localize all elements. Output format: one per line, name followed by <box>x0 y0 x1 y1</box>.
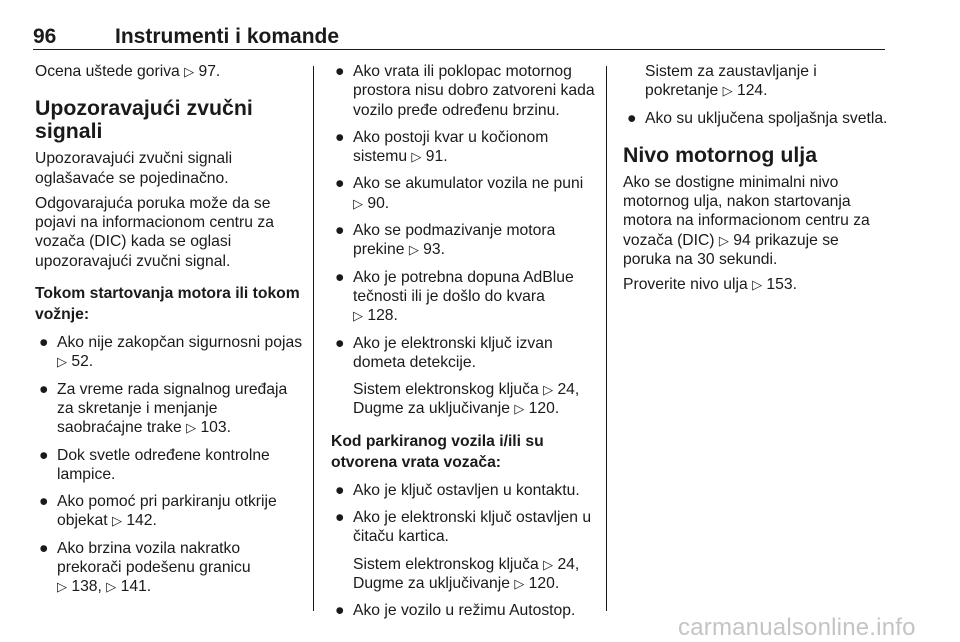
list-item: ● Ako je vozilo u režimu Autostop. <box>335 602 576 620</box>
column-divider <box>606 66 607 611</box>
reference-link[interactable]: 90. <box>367 194 390 212</box>
bullet-icon: ● <box>39 493 49 511</box>
chapter-title: Instrumenti i komande <box>115 25 340 48</box>
subsection-heading: Tokom startovanja motora ili tokom vožnje: <box>35 285 300 324</box>
bullet-icon: ● <box>39 380 49 398</box>
reference-note: Sistem za zaustavljanje i pokretanje ▷ 124. <box>645 63 817 100</box>
reference-link[interactable]: 52. <box>71 353 94 371</box>
reference-arrow-icon: ▷ <box>353 195 363 211</box>
column-1 <box>35 62 303 605</box>
bullet-list <box>331 62 596 372</box>
reference-link[interactable]: 24, <box>557 381 580 399</box>
section-heading: Nivo motornog ulja <box>623 142 818 167</box>
header-rule <box>33 49 885 50</box>
bullet-icon: ● <box>335 268 345 286</box>
reference-note: Sistem elektronskog ključa ▷ 24, Dugme za uključivanje ▷ 120. <box>353 555 580 592</box>
reference-note: Sistem elektronskog ključa ▷ 24, Dugme za uključivanje ▷ 120. <box>353 381 580 418</box>
list-item: ● Ako se podmazivanje motora prekine ▷ 93. <box>335 222 556 259</box>
bullet-icon: ● <box>39 446 49 464</box>
reference-arrow-icon: ▷ <box>186 420 197 436</box>
reference-link[interactable]: 120. <box>528 400 560 418</box>
reference-link[interactable]: 142. <box>126 512 157 530</box>
bullet-icon: ● <box>335 175 345 193</box>
list-item: ● Ako je elektronski ključ ostavljen u čitaču kartica. <box>335 509 592 546</box>
bullet-icon: ● <box>335 509 345 527</box>
list-item: ● Ako pomoć pri parkiranju otkrije objekat ▷ 142. <box>39 493 277 530</box>
list-item: ● Ako nije zakopčan sigurnosni pojas ▷ 52. <box>39 334 303 371</box>
column-divider <box>313 66 314 611</box>
subsection-heading: Kod parkiranog vozila i/ili su otvorena vrata vozača: <box>331 432 544 471</box>
reference-link[interactable]: 138, <box>71 578 102 596</box>
reference-link[interactable]: 153. <box>766 276 797 294</box>
list-item: ● Dok svetle određene kontrolne lampice. <box>39 446 270 483</box>
reference-arrow-icon: ▷ <box>408 242 419 258</box>
reference-link[interactable]: 124. <box>736 82 768 100</box>
bullet-icon: ● <box>627 109 637 127</box>
reference-link[interactable]: 24, <box>557 555 580 573</box>
reference-arrow-icon: ▷ <box>543 556 554 572</box>
reference-arrow-icon: ▷ <box>752 277 763 293</box>
reference-arrow-icon: ▷ <box>514 575 525 591</box>
bullet-icon: ● <box>335 334 345 352</box>
reference-arrow-icon: ▷ <box>353 308 363 324</box>
reference-link[interactable]: 93. <box>423 241 445 259</box>
bullet-list <box>623 109 888 128</box>
reference-link[interactable]: 91. <box>425 148 448 166</box>
reference-arrow-icon: ▷ <box>718 232 729 248</box>
reference-link[interactable]: 97. <box>198 63 221 80</box>
bullet-icon: ● <box>335 602 345 620</box>
reference-link[interactable]: 141. <box>120 578 152 596</box>
intro-line: Ocena uštede goriva ▷ 97. <box>35 63 221 80</box>
page-number: 96 <box>33 25 57 48</box>
watermark: carmanualsonline.info <box>678 614 916 641</box>
reference-arrow-icon: ▷ <box>57 579 67 595</box>
list-item: ● Za vreme rada signalnog uređaja za skretanje i menjanje saobraćajne trake ▷ 103. <box>39 380 288 437</box>
reference-arrow-icon: ▷ <box>543 382 554 398</box>
list-item: ● Ako vrata ili poklopac motornog prostora nisu dobro zatvoreni kada vozilo pređe određenu brzinu. <box>335 63 595 119</box>
column-3 <box>623 62 888 295</box>
reference-arrow-icon: ▷ <box>57 354 67 370</box>
bullet-icon: ● <box>335 63 345 80</box>
reference-arrow-icon: ▷ <box>411 149 422 165</box>
paragraph: Ako se dostigne minimalni nivo motornog ulja, nakon startovanja motora na informacionom centru za vozača (DIC) ▷ 94 prikazuje se poruka na 30 sekundi. <box>623 173 870 269</box>
list-item: ● Ako je ključ ostavljen u kontaktu. <box>335 481 580 499</box>
bullet-list <box>331 601 596 620</box>
reference-link[interactable]: 94 <box>733 231 751 249</box>
paragraph: Proverite nivo ulja ▷ 153. <box>623 276 797 294</box>
reference-link[interactable]: 128. <box>367 307 398 325</box>
paragraph: Odgovarajuća poruka može da se pojavi na informacionom centru za vozača (DIC) kada se oglasi upozoravajući zvučni signal. <box>35 194 274 270</box>
reference-arrow-icon: ▷ <box>722 83 733 99</box>
reference-arrow-icon: ▷ <box>111 513 122 529</box>
paragraph: Upozoravajući zvučni signali oglašavaće se pojedinačno. <box>35 150 233 187</box>
list-item: ● Ako postoji kvar u kočionom sistemu ▷ 91. <box>335 128 549 166</box>
bullet-icon: ● <box>39 539 49 557</box>
reference-arrow-icon: ▷ <box>106 579 117 595</box>
list-item: ● Ako je elektronski ključ izvan dometa detekcije. <box>335 334 553 371</box>
page-header <box>33 22 885 52</box>
list-item: ● Ako su uključena spoljašnja svetla. <box>627 109 888 127</box>
list-item: ● Ako se akumulator vozila ne puni ▷ 90. <box>335 175 584 212</box>
bullet-icon: ● <box>335 222 345 240</box>
bullet-list <box>35 333 303 597</box>
bullet-list <box>331 481 596 547</box>
list-item: ● Ako je potrebna dopuna AdBlue tečnosti ili je došlo do kvara ▷ 128. <box>335 268 574 325</box>
reference-arrow-icon: ▷ <box>514 401 525 417</box>
bullet-icon: ● <box>335 128 345 146</box>
list-item: ● Ako brzina vozila nakratko prekorači podešenu granicu ▷ 138, ▷ 141. <box>39 539 251 596</box>
reference-arrow-icon: ▷ <box>184 64 195 79</box>
column-2 <box>331 62 596 629</box>
bullet-icon: ● <box>39 334 49 352</box>
reference-link[interactable]: 120. <box>528 574 560 592</box>
bullet-icon: ● <box>335 481 345 499</box>
reference-link[interactable]: 103. <box>200 419 231 437</box>
section-heading: Upozoravajući zvučni signali <box>35 96 253 144</box>
